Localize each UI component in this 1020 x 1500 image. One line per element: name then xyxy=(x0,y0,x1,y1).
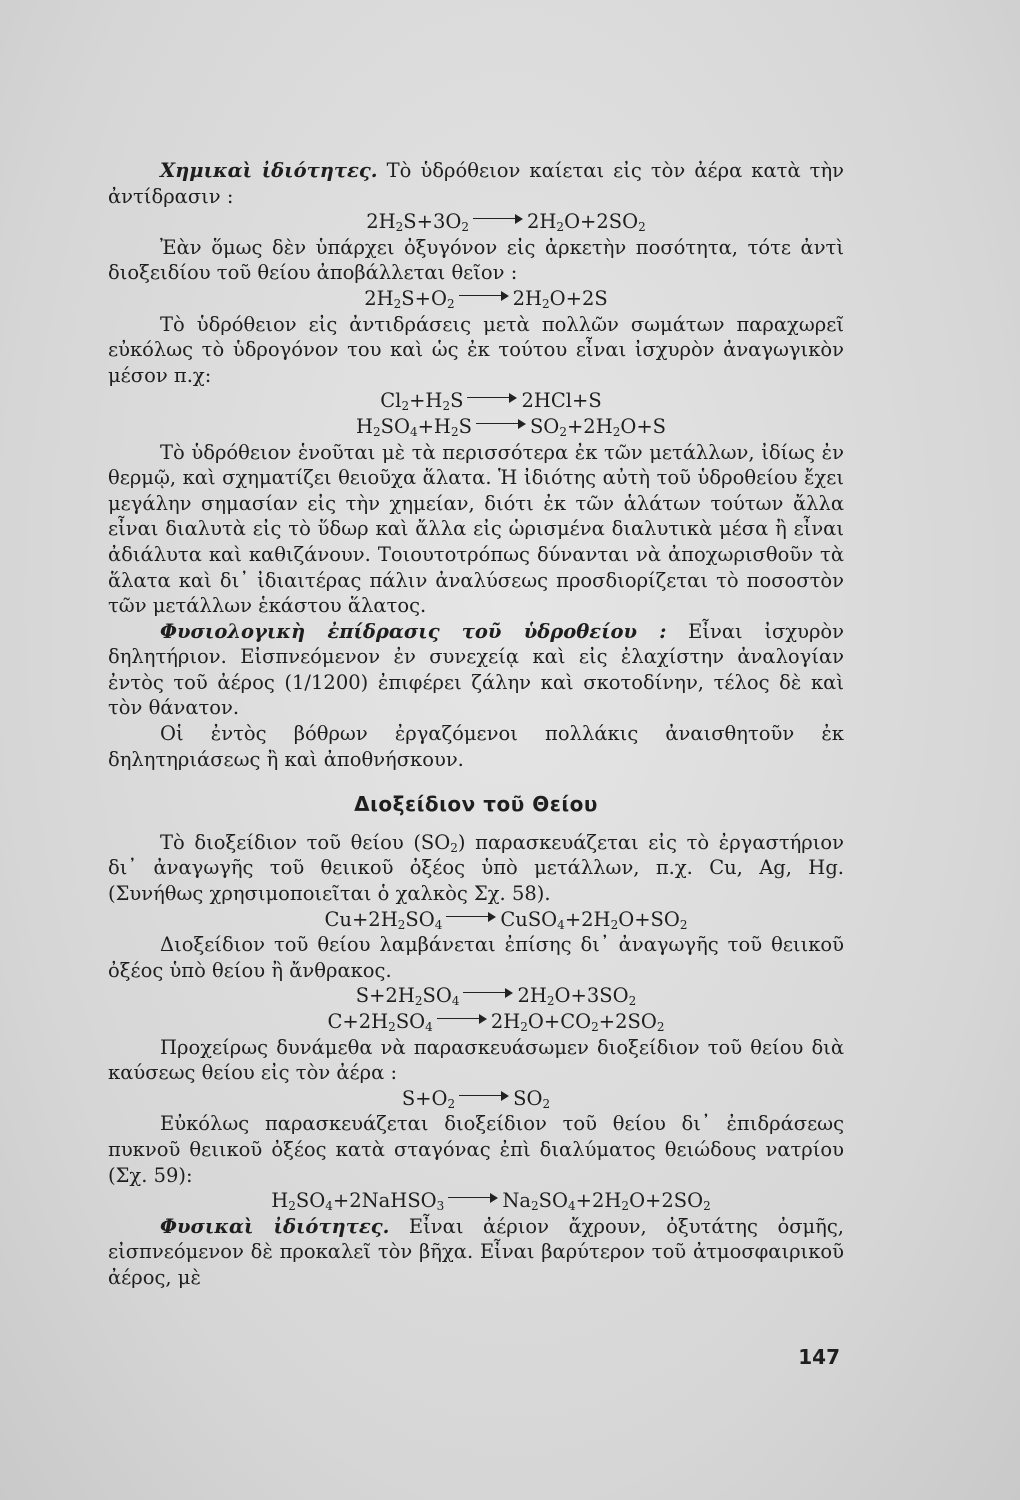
equation-products: $2H_2O+2S$ xyxy=(512,286,608,311)
reaction-arrow-icon xyxy=(473,214,523,224)
equation-reactants: $S+O_2$ xyxy=(401,1086,456,1111)
equation-reactants: $2H_2S+O_2$ xyxy=(364,286,455,311)
reaction-arrow-icon xyxy=(446,912,496,922)
equation-reactants: $H_2SO_4+H_2S$ xyxy=(355,414,472,439)
equation-products: $2H_2O+CO_2+2SO_2$ xyxy=(490,1010,665,1034)
equation-products: $SO_2$ xyxy=(513,1086,551,1111)
page-body xyxy=(108,158,844,1291)
equation-reactants: $Cl_2+H_2S$ xyxy=(380,389,464,414)
equation xyxy=(108,414,844,440)
paragraph: Τὸ ὑδρόθειον εἰς ἀντιδράσεις μετὰ πολλῶν σωμάτων παραχωρεῖ εὐκόλως τὸ ὑδρογόνον του καὶ ὡς ἐκ τούτου εἶναι ἰσχυρὸν ἀναγωγικὸν μέσον π.χ: xyxy=(108,312,844,387)
reaction-arrow-icon xyxy=(448,1193,498,1203)
section-heading-chemical-properties: Χημικαὶ ἰδιότητες. xyxy=(160,159,378,182)
equation-products: $SO_2+2H_2O+S$ xyxy=(529,414,667,439)
equation-reactants: $2H_2S+3O_2$ xyxy=(366,210,469,235)
paragraph: Τὸ διοξείδιον τοῦ θείου $(SO_2)$ παρασκευάζεται εἰς τὸ ἐργαστήριον δι᾿ ἀναγωγῆς τοῦ θειικοῦ ὀξέος ὑπὸ μετάλλων, π.χ. Cu, Ag, Hg. (Συνήθως χρησιμοποιεῖται ὁ χαλκὸς Σχ. 58). xyxy=(108,830,844,906)
paragraph: Διοξείδιον τοῦ θείου λαμβάνεται ἐπίσης δι᾿ ἀναγωγῆς τοῦ θειικοῦ ὀξέος ὑπὸ θείου ἢ ἄνθρακος. xyxy=(108,933,844,982)
equation-reactants: $C+2H_2SO_4$ xyxy=(327,1010,433,1034)
equation-reactants: $S+2H_2SO_4$ xyxy=(355,984,460,1009)
equation xyxy=(108,209,844,235)
paragraph: Ἐὰν ὅμως δὲν ὑπάρχει ὀξυγόνον εἰς ἀρκετὴν ποσότητα, τότε ἀντὶ διοξειδίου τοῦ θείου ἀποβάλλεται θεῖον : xyxy=(108,235,844,285)
equation xyxy=(108,983,844,1009)
reaction-arrow-icon xyxy=(459,1091,509,1101)
reaction-arrow-icon xyxy=(437,1014,487,1024)
reaction-arrow-icon xyxy=(467,393,517,403)
equation xyxy=(108,286,844,312)
section-heading-physiological-effect: Φυσιολογικὴ ἐπίδρασις τοῦ ὑδροθείου : xyxy=(160,619,667,643)
equation xyxy=(108,388,844,414)
paragraph: Οἱ ἐντὸς βόθρων ἐργαζόμενοι πολλάκις ἀναισθητοῦν ἐκ δηλητηριάσεως ἢ καὶ ἀποθνήσκουν. xyxy=(108,722,844,771)
paragraph-chemical-properties: Χημικαὶ ἰδιότητες. Τὸ ὑδρόθειον καίεται εἰς τὸν ἀέρα κατὰ τὴν ἀντίδρασιν : xyxy=(108,159,845,208)
equation xyxy=(108,1188,844,1214)
equation-products: $Na_2SO_4+2H_2O+2SO_2$ xyxy=(502,1189,711,1214)
reaction-arrow-icon xyxy=(476,419,526,429)
equation-products: $2H_2O+3SO_2$ xyxy=(517,984,637,1009)
paragraph: Εὐκόλως παρασκευάζεται διοξείδιον τοῦ θείου δι᾿ ἐπιδράσεως πυκνοῦ θειικοῦ ὀξέος κατὰ σταγόνας ἐπὶ διαλύματος θειώδους νατρίου (Σχ. 59): xyxy=(108,1112,844,1187)
equation xyxy=(108,1009,844,1035)
paragraph: Προχείρως δυνάμεθα νὰ παρασκευάσωμεν διοξείδιον τοῦ θείου διὰ καύσεως θείου εἰς τὸν ἀέρα : xyxy=(108,1035,844,1085)
equation-products: $2H_2O+2SO_2$ xyxy=(527,210,646,235)
paragraph-physiological-effect: Φυσιολογικὴ ἐπίδρασις τοῦ ὑδροθείου : Εἶναι ἰσχυρὸν δηλητήριον. Εἰσπνεόμενον ἐν συνεχείᾳ καὶ εἰς ἐλαχίστην ἀναλογίαν ἐντὸς τοῦ ἀέρος (1/1200) ἐπιφέρει ζάλην καὶ σκοτοδίνην, τέλος δὲ καὶ τὸν θάνατον. xyxy=(108,619,845,720)
equation-products: 2HCl+S xyxy=(521,389,602,413)
paragraph: Τὸ ὑδρόθειον ἑνοῦται μὲ τὰ περισσότερα ἐκ τῶν μετάλλων, ἰδίως ἐν θερμῷ, καὶ σχηματίζει θειοῦχα ἅλατα. Ἡ ἰδιότης αὐτὴ τοῦ ὑδροθείου ἔχει μεγάλην σημασίαν εἰς τὴν χημείαν, διότι ἐκ τῶν ἁλάτων τούτων ἄλλα εἶναι διαλυτὰ εἰς τὸ ὕδωρ καὶ ἄλλα εἰς ὡρισμένα διαλυτικὰ μέσα ἢ εἶναι ἀδιάλυτα καὶ καθιζάνουν. Τοιουτοτρόπως δύνανται νὰ ἀποχωρισθοῦν τὰ ἅλατα καὶ δι᾿ ἰδιαιτέρας πάλιν ἀναλύσεως προσδιορίζεται τὸ ποσοστὸν τῶν μετάλλων ἑκάστου ἅλατος. xyxy=(108,440,844,618)
section-heading-physical-properties: Φυσικαὶ ἰδιότητες. xyxy=(160,1214,390,1238)
page-number: 147 xyxy=(798,1345,840,1369)
equation-products: $CuSO_4+2H_2O+SO_2$ xyxy=(500,907,688,932)
equation xyxy=(108,907,844,933)
equation xyxy=(108,1086,844,1112)
equation-reactants: $Cu+2H_2SO_4$ xyxy=(324,907,443,932)
paragraph-physical-properties: Φυσικαὶ ἰδιότητες. Εἶναι ἀέριον ἄχρουν, ὀξυτάτης ὀσμῆς, εἰσπνεόμενον δὲ προκαλεῖ τὸν βῆχα. Εἶναι βαρύτερον τοῦ ἀτμοσφαιρικοῦ ἀέρος, μὲ xyxy=(108,1214,844,1289)
section-title: Διοξείδιον τοῦ Θείου xyxy=(354,792,598,817)
reaction-arrow-icon xyxy=(463,988,513,998)
reaction-arrow-icon xyxy=(459,291,509,301)
equation-reactants: $H_2SO_4+2NaHSO_3$ xyxy=(271,1189,445,1214)
